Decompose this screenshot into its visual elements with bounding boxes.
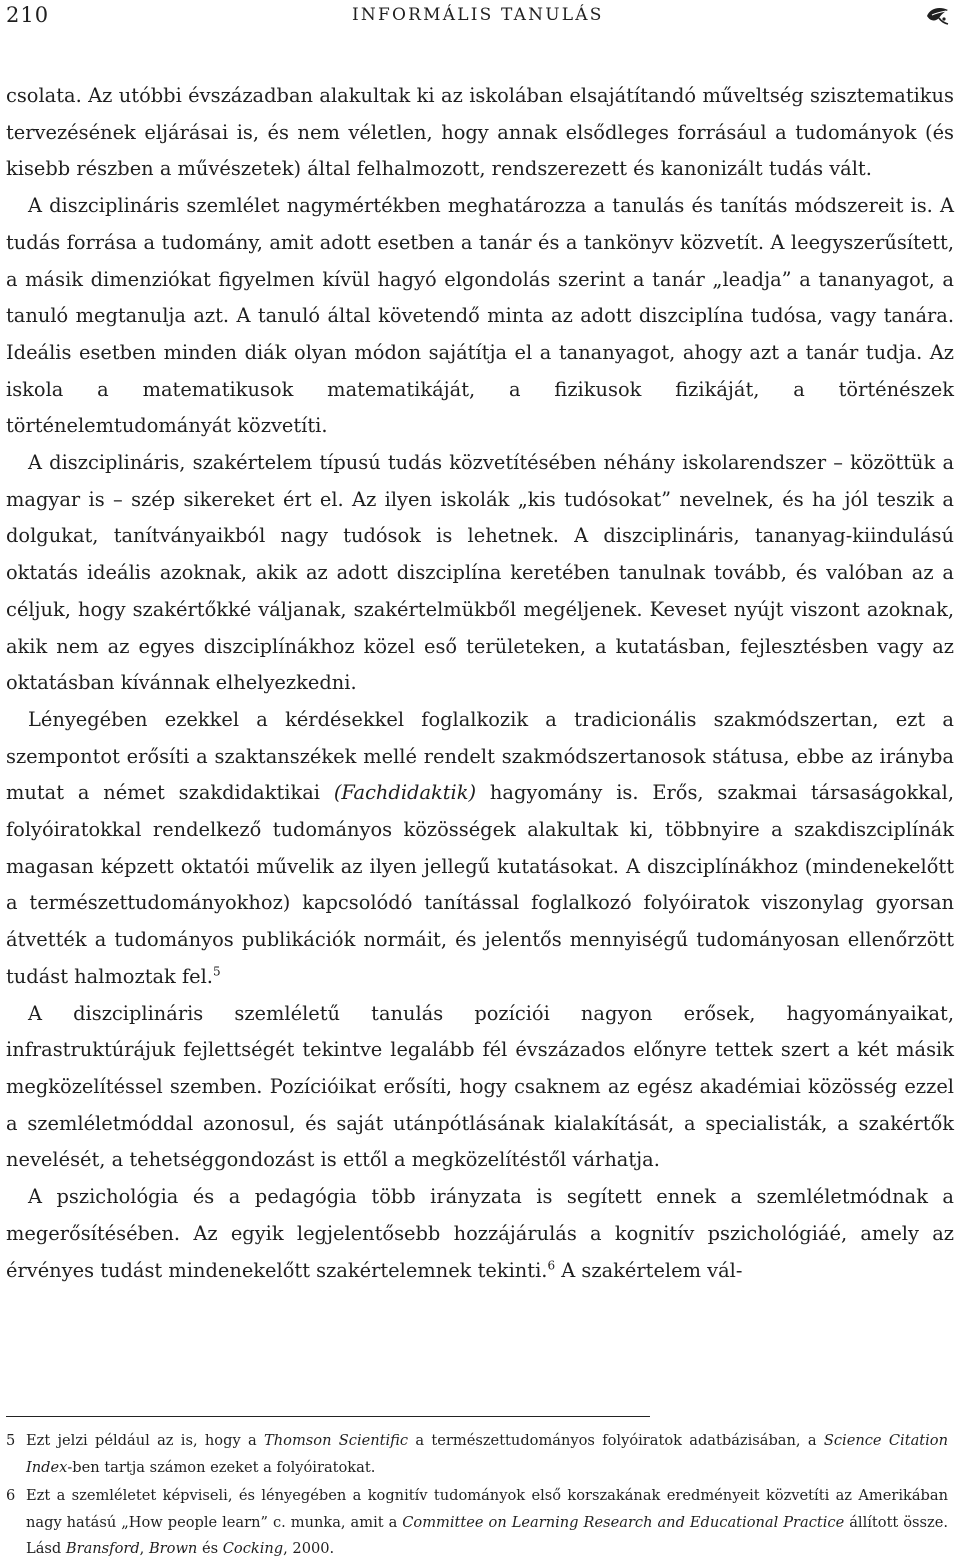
footnote-ref-6[interactable]: 6	[547, 1258, 556, 1273]
footnote-6	[6, 1483, 948, 1563]
footnote-6-number: 6	[6, 1487, 16, 1504]
footnote-5-text-b: a természettudományos folyóiratok adatbázisában, a	[408, 1432, 824, 1449]
paragraph-4	[6, 702, 954, 996]
paragraph-1: csolata. Az utóbbi évszázadban alakultak ki az iskolában elsajátítandó műveltség szisztematikus tervezésének eljárásai is, és nem véletlen, hogy annak elsődleges forrásául a tudományok (és kisebb részben a művészetek) által felhalmozott, rendszerezett és kanonizált tudás vált.	[6, 84, 954, 181]
footnote-6-text-e: , 2000.	[283, 1540, 335, 1557]
footnote-6-text-d: és	[197, 1540, 223, 1557]
footnote-5-italic-2: Science Citation Index	[26, 1432, 948, 1476]
paragraph-3: A diszciplináris, szakértelem típusú tudás közvetítésében néhány iskolarendszer – közöttük a magyar is – szép sikereket ért el. Az ilyen iskolák „kis tudósokat” nevelnek, és ha jól teszik a dolgukat, tanítványaikból nagy tudósok is lehetnek. A diszciplináris, tananyag-kiindulású oktatás ideális azoknak, akik az adott diszciplína keretében tanulnak tovább, és valóban az a céljuk, hogy szakértőkké váljanak, szakértelmükből megéljenek. Keveset nyújt viszont azoknak, akik nem az egyes diszciplínákhoz közel eső területeken, a kutatásban, fejlesztésben vagy az oktatásban kívánnak elhelyezkedni.	[6, 451, 954, 695]
footnote-6-italic-3: Brown	[148, 1540, 198, 1557]
fachdidaktik-term: (Fachdidaktik)	[333, 781, 477, 805]
paragraph-6	[6, 1179, 954, 1289]
footnote-6-italic-2: Bransford	[65, 1540, 140, 1557]
footnote-divider	[6, 1416, 650, 1417]
paragraph-6-text-a: A pszichológia és a pedagógia több irányzata is segített ennek a szemléletmódnak a megerősítésében. Az egyik legjelentősebb hozzájárulás a kognitív pszichológiáé, amely az érvényes tudást mindenekelőtt szakértelemnek tekinti.	[6, 1185, 954, 1282]
footnote-5-italic-1: Thomson Scientific	[264, 1432, 409, 1449]
paragraph-5: A diszciplináris szemléletű tanulás pozíciói nagyon erősek, hagyományaikat, infrastruktúrájuk fejlettségét tekintve legalább fél évszázados előnyre tettek szert a két másik megközelítéssel szemben. Pozícióikat erősíti, hogy csaknem az egész akadémiai közösség ezzel a szemléletmóddal azonosul, és saját utánpótlásának kialakítását, a specialisták, a szakértők nevelését, a tehetséggondozást is ettől a megközelítéstől várhatja.	[6, 1001, 954, 1172]
paragraph-4-text-a: Lényegében ezekkel a kérdésekkel foglalkozik a tradicionális szakmódszertan, ezt a szempontot erősíti a szaktanszékek mellé rendelt szakmódszertanosok státusa, ebbe az irányba mutat a német szakdidaktikai	[6, 707, 954, 805]
page-number: 210	[6, 3, 50, 27]
footnote-6-text-a: Ezt a szemléletet képviseli, és lényegében a kognitív tudományok első korszakának eredményeit közvetíti az Amerikában nagy hatású „How people learn” c. munka, amit a	[26, 1487, 948, 1531]
paragraph-6-text-b: A szakértelem vál-	[555, 1258, 743, 1282]
footnote-5	[6, 1428, 948, 1481]
running-title: INFORMÁLIS TANULÁS	[352, 5, 604, 25]
footnote-5-number: 5	[6, 1432, 16, 1449]
footnote-6-text-b: állított össze. Lásd	[26, 1513, 949, 1557]
footnote-ref-5[interactable]: 5	[212, 964, 221, 979]
footnote-5-text-c: -ben tartja számon ezeket a folyóiratokat.	[67, 1458, 376, 1476]
paragraph-2: A diszciplináris szemlélet nagymértékben meghatározza a tanulás és tanítás módszereit is. A tudás forrása a tudomány, amit adott esetben a tanár és a tankönyv közvetít. A leegyszerűsített, a másik dimenziókat figyelmen kívül hagyó elgondolás szerint a tanár „leadja” a tananyagot, a tanuló megtanulja azt. A tanuló által követendő minta az adott diszciplína tudósa, vagy tanára. Ideális esetben minden diák olyan módon sajátítja el a tananyagot, ahogy azt a tanár tudja. Az iskola a matematikusok matematikáját, a fizikusok fizikáját, a történészek történelemtudományát közvetíti.	[6, 194, 954, 438]
paragraph-4-text-b: hagyomány is. Erős, szakmai társaságokkal, folyóiratokkal rendelkező tudományos közösségek alakultak ki, többnyire a szakdiszciplínák magasan képzett oktatói művelik az ilyen jellegű kutatásokat. A diszciplínákhoz (mindenekelőtt a természettudományokhoz) kapcsolódó tanítással foglalkozó folyóiratok viszonylag gyorsan átvették a tudományos publikációk normáit, és jelentős mennyiségű tudományosan ellenőrzött tudást halmoztak fel.	[6, 781, 954, 988]
footnote-5-text-a: Ezt jelzi például az is, hogy a	[26, 1432, 265, 1449]
page-header	[0, 0, 960, 40]
footnote-6-italic-4: Cocking	[222, 1540, 284, 1557]
footnote-6-italic-1: Committee on Learning Research and Educational Practice	[402, 1513, 845, 1531]
leaf-ornament-icon	[924, 4, 952, 26]
footnote-6-text-c: ,	[139, 1540, 149, 1557]
footnotes	[6, 1428, 948, 1565]
main-text	[6, 78, 954, 1289]
